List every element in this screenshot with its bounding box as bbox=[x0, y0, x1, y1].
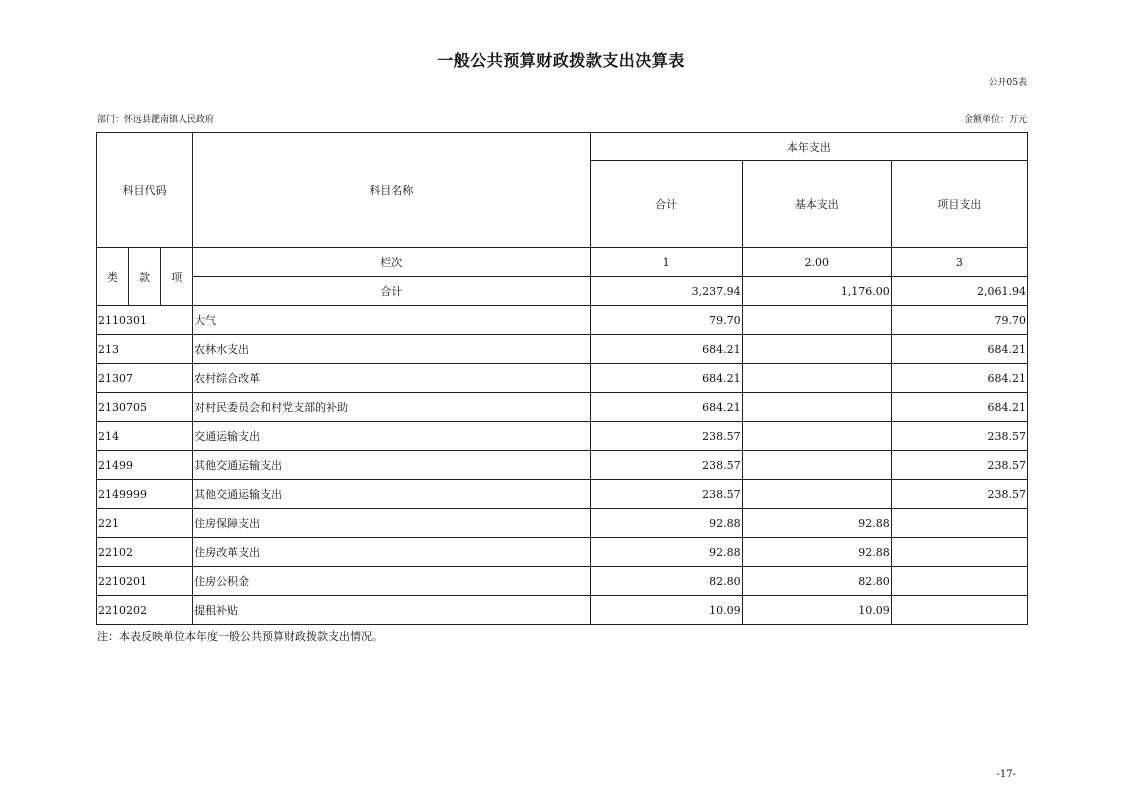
row-code: 2130705 bbox=[97, 393, 193, 422]
row-project bbox=[891, 567, 1027, 596]
row-name: 其他交通运输支出 bbox=[193, 451, 590, 480]
row-sum-label: 合计 bbox=[193, 277, 590, 306]
table-row bbox=[97, 538, 1028, 567]
row-total: 238.57 bbox=[590, 451, 742, 480]
row-code: 21499 bbox=[97, 451, 193, 480]
header-total: 合计 bbox=[590, 161, 742, 248]
page-title: 一般公共预算财政拨款支出决算表 bbox=[437, 51, 685, 70]
table-row bbox=[97, 422, 1028, 451]
row-name: 住房保障支出 bbox=[193, 509, 590, 538]
row-basic bbox=[742, 335, 891, 364]
row-index-basic: 2.00 bbox=[742, 248, 891, 277]
footnote: 注：本表反映单位本年度一般公共预算财政拨款支出情况。 bbox=[97, 630, 383, 643]
row-project: 238.57 bbox=[891, 480, 1027, 509]
header-subject-code: 科目代码 bbox=[97, 133, 193, 248]
row-basic bbox=[742, 480, 891, 509]
table-row bbox=[97, 567, 1028, 596]
row-basic: 92.88 bbox=[742, 509, 891, 538]
form-code: 公开05表 bbox=[988, 78, 1027, 88]
row-total: 238.57 bbox=[590, 480, 742, 509]
row-code: 213 bbox=[97, 335, 193, 364]
row-basic bbox=[742, 364, 891, 393]
row-total: 238.57 bbox=[590, 422, 742, 451]
row-code: 221 bbox=[97, 509, 193, 538]
row-index-label: 栏次 bbox=[193, 248, 590, 277]
row-total: 79.70 bbox=[590, 306, 742, 335]
row-basic: 92.88 bbox=[742, 538, 891, 567]
row-basic bbox=[742, 451, 891, 480]
row-code: 2210202 bbox=[97, 596, 193, 625]
row-index-project: 3 bbox=[891, 248, 1027, 277]
row-name: 对村民委员会和村党支部的补助 bbox=[193, 393, 590, 422]
expenditure-table bbox=[96, 132, 1028, 625]
row-project: 79.70 bbox=[891, 306, 1027, 335]
row-index-total: 1 bbox=[590, 248, 742, 277]
row-name: 农林水支出 bbox=[193, 335, 590, 364]
unit-label: 金额单位：万元 bbox=[963, 115, 1027, 125]
table-row bbox=[97, 393, 1028, 422]
row-code: 2110301 bbox=[97, 306, 193, 335]
row-name: 其他交通运输支出 bbox=[193, 480, 590, 509]
row-code: 22102 bbox=[97, 538, 193, 567]
department-label: 部门：怀远县淝南镇人民政府 bbox=[97, 115, 215, 125]
row-name: 住房公积金 bbox=[193, 567, 590, 596]
row-basic bbox=[742, 393, 891, 422]
header-lei: 类 bbox=[97, 248, 129, 306]
page-number: -17- bbox=[996, 769, 1016, 780]
row-project: 684.21 bbox=[891, 393, 1027, 422]
header-xiang: 项 bbox=[161, 248, 193, 306]
header-project: 项目支出 bbox=[891, 161, 1027, 248]
row-name: 农村综合改革 bbox=[193, 364, 590, 393]
table-row bbox=[97, 509, 1028, 538]
row-total: 82.80 bbox=[590, 567, 742, 596]
header-subject-name: 科目名称 bbox=[193, 133, 590, 248]
table-row bbox=[97, 451, 1028, 480]
row-project: 684.21 bbox=[891, 335, 1027, 364]
row-sum-basic: 1,176.00 bbox=[742, 277, 891, 306]
header-basic: 基本支出 bbox=[742, 161, 891, 248]
row-code: 2149999 bbox=[97, 480, 193, 509]
row-total: 684.21 bbox=[590, 335, 742, 364]
table-row bbox=[97, 480, 1028, 509]
header-kuan: 款 bbox=[129, 248, 161, 306]
row-project: 238.57 bbox=[891, 422, 1027, 451]
row-total: 684.21 bbox=[590, 364, 742, 393]
row-name: 住房改革支出 bbox=[193, 538, 590, 567]
row-sum-total: 3,237.94 bbox=[590, 277, 742, 306]
row-project bbox=[891, 538, 1027, 567]
row-total: 92.88 bbox=[590, 509, 742, 538]
row-project bbox=[891, 596, 1027, 625]
row-basic: 82.80 bbox=[742, 567, 891, 596]
row-sum-project: 2,061.94 bbox=[891, 277, 1027, 306]
table-row bbox=[97, 596, 1028, 625]
table-row bbox=[97, 364, 1028, 393]
row-total: 92.88 bbox=[590, 538, 742, 567]
row-total: 10.09 bbox=[590, 596, 742, 625]
row-code: 21307 bbox=[97, 364, 193, 393]
row-total: 684.21 bbox=[590, 393, 742, 422]
table-row bbox=[97, 306, 1028, 335]
row-basic bbox=[742, 306, 891, 335]
row-name: 提租补贴 bbox=[193, 596, 590, 625]
row-code: 214 bbox=[97, 422, 193, 451]
row-code: 2210201 bbox=[97, 567, 193, 596]
row-name: 大气 bbox=[193, 306, 590, 335]
row-project: 238.57 bbox=[891, 451, 1027, 480]
row-name: 交通运输支出 bbox=[193, 422, 590, 451]
row-project: 684.21 bbox=[891, 364, 1027, 393]
row-basic: 10.09 bbox=[742, 596, 891, 625]
table-row bbox=[97, 335, 1028, 364]
row-basic bbox=[742, 422, 891, 451]
row-project bbox=[891, 509, 1027, 538]
header-current-year: 本年支出 bbox=[590, 133, 1027, 161]
